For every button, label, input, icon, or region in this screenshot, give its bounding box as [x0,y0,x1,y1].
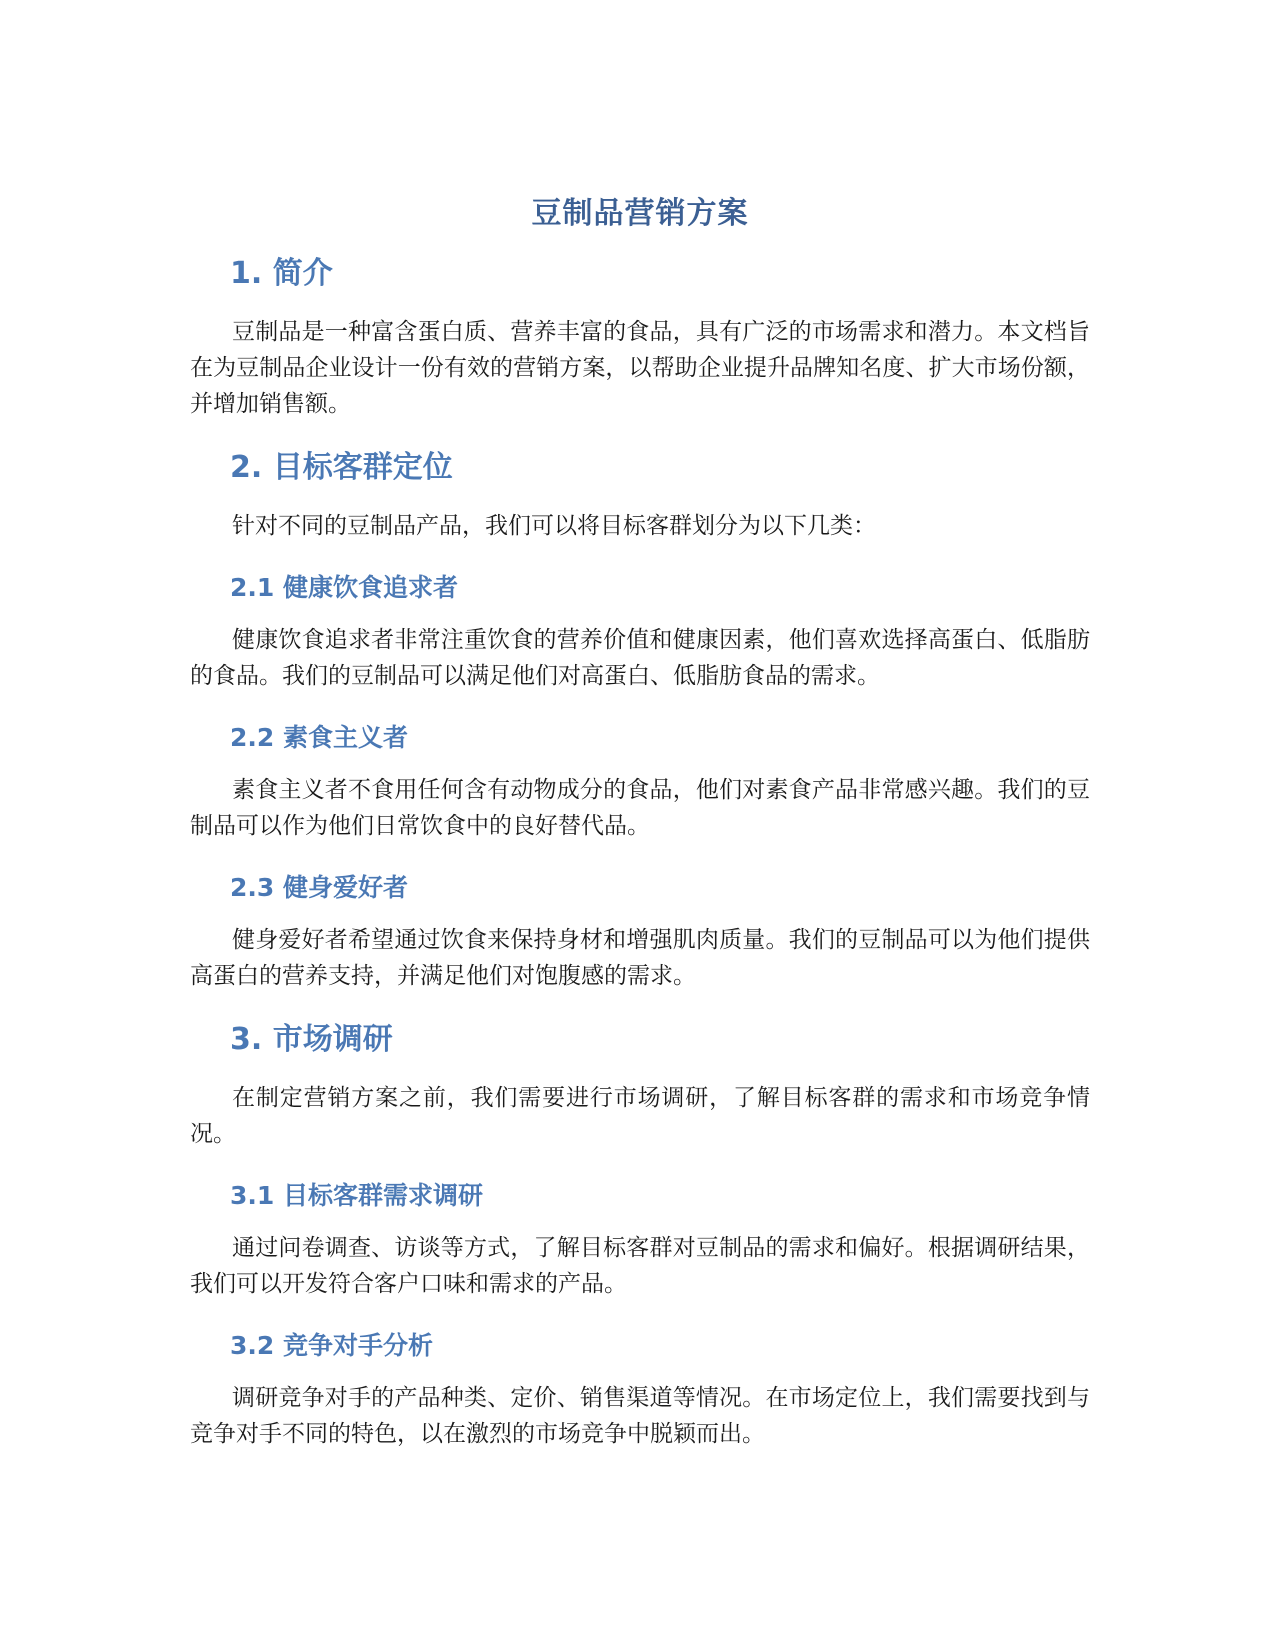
subsection-body-vegetarian: 素食主义者不食用任何含有动物成分的食品，他们对素食产品非常感兴趣。我们的豆制品可以作为他们日常饮食中的良好替代品。 [190,777,1090,839]
section-heading-research: 3. 市场调研 [230,1022,393,1057]
subsection-heading-fitness: 2.3 健身爱好者 [230,873,408,902]
subsection-heading-vegetarian: 2.2 素食主义者 [230,723,408,752]
section-heading-target: 2. 目标客群定位 [230,450,453,485]
subsection-heading-health: 2.1 健康饮食追求者 [230,573,458,602]
document-title: 豆制品营销方案 [531,196,749,231]
section-body-target: 针对不同的豆制品产品，我们可以将目标客群划分为以下几类： [232,513,876,539]
document-content [190,192,1090,1478]
subsection-body-demand-research: 通过问卷调查、访谈等方式，了解目标客群对豆制品的需求和偏好。根据调研结果，我们可以开发符合客户口味和需求的产品。 [190,1235,1090,1297]
section-body-research: 在制定营销方案之前，我们需要进行市场调研，了解目标客群的需求和市场竞争情况。 [190,1085,1090,1147]
subsection-body-competitor-analysis: 调研竞争对手的产品种类、定价、销售渠道等情况。在市场定位上，我们需要找到与竞争对手不同的特色，以在激烈的市场竞争中脱颖而出。 [190,1385,1090,1447]
subsection-heading-demand-research: 3.1 目标客群需求调研 [230,1181,483,1210]
subsection-body-health: 健康饮食追求者非常注重饮食的营养价值和健康因素，他们喜欢选择高蛋白、低脂肪的食品。我们的豆制品可以满足他们对高蛋白、低脂肪食品的需求。 [190,627,1090,689]
subsection-heading-competitor-analysis: 3.2 竞争对手分析 [230,1331,433,1360]
section-heading-intro: 1. 简介 [230,256,333,291]
subsection-body-fitness: 健身爱好者希望通过饮食来保持身材和增强肌肉质量。我们的豆制品可以为他们提供高蛋白的营养支持，并满足他们对饱腹感的需求。 [190,927,1090,989]
section-body-intro: 豆制品是一种富含蛋白质、营养丰富的食品，具有广泛的市场需求和潜力。本文档旨在为豆制品企业设计一份有效的营销方案，以帮助企业提升品牌知名度、扩大市场份额，并增加销售额。 [190,319,1090,417]
